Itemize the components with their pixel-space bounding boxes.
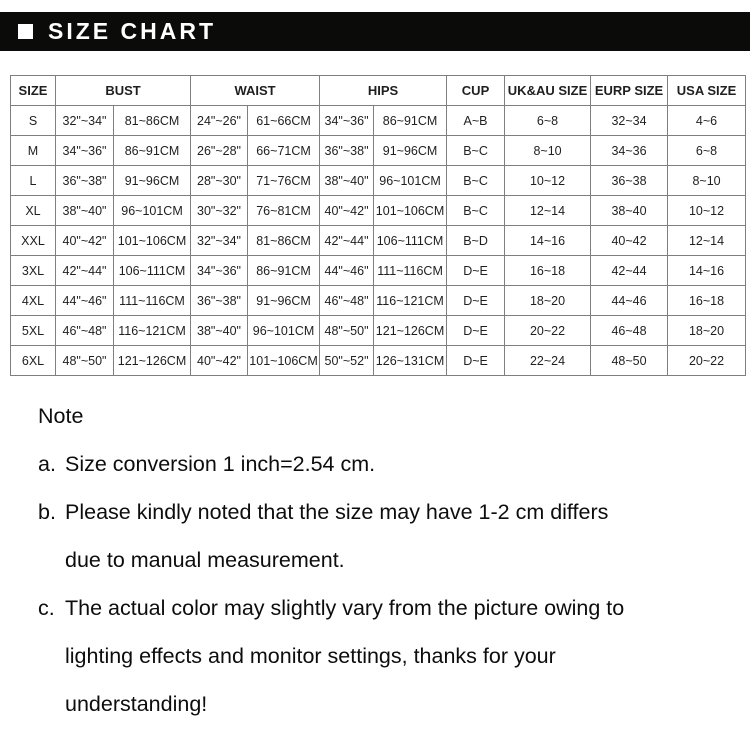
value-cell: 44"~46" [320,256,374,286]
value-cell: D~E [447,346,505,376]
value-cell: 96~101CM [374,166,447,196]
value-cell: 14~16 [505,226,591,256]
value-cell: 106~111CM [374,226,447,256]
value-cell: 32"~34" [191,226,248,256]
value-cell: 44"~46" [56,286,114,316]
value-cell: 91~96CM [114,166,191,196]
value-cell: 61~66CM [248,106,320,136]
value-cell: 46"~48" [56,316,114,346]
column-header-ukau-size: UK&AU SIZE [505,76,591,106]
value-cell: 10~12 [668,196,746,226]
table-row [11,286,746,316]
value-cell: 96~101CM [114,196,191,226]
value-cell: 30"~32" [191,196,248,226]
value-cell: 42"~44" [320,226,374,256]
value-cell: 32"~34" [56,106,114,136]
value-cell: 126~131CM [374,346,447,376]
size-cell: XL [11,196,56,226]
value-cell: B~C [447,136,505,166]
value-cell: 36"~38" [56,166,114,196]
value-cell: 44~46 [591,286,668,316]
value-cell: 34"~36" [320,106,374,136]
value-cell: 42"~44" [56,256,114,286]
value-cell: 36~38 [591,166,668,196]
value-cell: 6~8 [668,136,746,166]
value-cell: 66~71CM [248,136,320,166]
value-cell: 101~106CM [248,346,320,376]
note-item-b-text-line-1: Please kindly noted that the size may have 1-2 cm differs [65,500,609,524]
value-cell: 116~121CM [114,316,191,346]
size-cell: 5XL [11,316,56,346]
value-cell: 12~14 [505,196,591,226]
value-cell: 10~12 [505,166,591,196]
value-cell: D~E [447,256,505,286]
value-cell: 46"~48" [320,286,374,316]
value-cell: 12~14 [668,226,746,256]
value-cell: 36"~38" [320,136,374,166]
value-cell: B~D [447,226,505,256]
value-cell: 4~6 [668,106,746,136]
note-item-c-text-line-3: understanding! [65,692,208,716]
value-cell: 96~101CM [248,316,320,346]
value-cell: 34"~36" [191,256,248,286]
note-item-b-label: b. [38,500,56,524]
value-cell: 111~116CM [114,286,191,316]
value-cell: 48"~50" [56,346,114,376]
value-cell: 26"~28" [191,136,248,166]
value-cell: 34~36 [591,136,668,166]
page-title: SIZE CHART [48,18,216,44]
value-cell: 111~116CM [374,256,447,286]
value-cell: D~E [447,286,505,316]
value-cell: 20~22 [505,316,591,346]
value-cell: 36"~38" [191,286,248,316]
value-cell: 38"~40" [320,166,374,196]
table-row [11,106,746,136]
value-cell: 48~50 [591,346,668,376]
value-cell: 40"~42" [191,346,248,376]
table-row [11,166,746,196]
value-cell: 18~20 [505,286,591,316]
column-header-cup: CUP [447,76,505,106]
value-cell: 40"~42" [56,226,114,256]
note-item-a-text: Size conversion 1 inch=2.54 cm. [65,452,376,476]
table-row [11,136,746,166]
value-cell: 6~8 [505,106,591,136]
value-cell: B~C [447,196,505,226]
value-cell: 86~91CM [374,106,447,136]
value-cell: 101~106CM [114,226,191,256]
table-row [11,316,746,346]
value-cell: 28"~30" [191,166,248,196]
value-cell: 32~34 [591,106,668,136]
value-cell: 48"~50" [320,316,374,346]
value-cell: 34"~36" [56,136,114,166]
size-chart-banner [0,12,750,51]
value-cell: 20~22 [668,346,746,376]
value-cell: 40~42 [591,226,668,256]
value-cell: 38"~40" [56,196,114,226]
column-header-size: SIZE [11,76,56,106]
note-item-a-label: a. [38,452,56,476]
value-cell: 22~24 [505,346,591,376]
size-cell: 6XL [11,346,56,376]
size-cell: 4XL [11,286,56,316]
note-item-c-text-line-2: lighting effects and monitor settings, thanks for your [65,644,556,668]
column-header-bust: BUST [56,76,191,106]
note-item-c-label: c. [38,596,55,620]
value-cell: B~C [447,166,505,196]
column-header-hips: HIPS [320,76,447,106]
column-header-eurp-size: EURP SIZE [591,76,668,106]
size-cell: L [11,166,56,196]
table-row [11,256,746,286]
value-cell: 46~48 [591,316,668,346]
note-item-b-text-line-2: due to manual measurement. [65,548,345,572]
column-header-usa-size: USA SIZE [668,76,746,106]
value-cell: 81~86CM [248,226,320,256]
note-title: Note [38,404,84,428]
value-cell: 86~91CM [248,256,320,286]
value-cell: 42~44 [591,256,668,286]
note-item-c [38,584,738,728]
note-item-b [38,488,738,584]
value-cell: 91~96CM [374,136,447,166]
size-cell: 3XL [11,256,56,286]
value-cell: 14~16 [668,256,746,286]
note-section [38,392,738,728]
value-cell: 38~40 [591,196,668,226]
value-cell: 8~10 [505,136,591,166]
value-cell: 40"~42" [320,196,374,226]
column-header-waist: WAIST [191,76,320,106]
note-item-a [38,440,738,488]
size-cell: S [11,106,56,136]
value-cell: 121~126CM [114,346,191,376]
value-cell: 116~121CM [374,286,447,316]
value-cell: 101~106CM [374,196,447,226]
value-cell: 76~81CM [248,196,320,226]
table-row [11,226,746,256]
table-header-row [11,76,746,106]
size-chart-table [10,75,746,376]
value-cell: A~B [447,106,505,136]
value-cell: 16~18 [668,286,746,316]
value-cell: 50"~52" [320,346,374,376]
value-cell: 71~76CM [248,166,320,196]
size-table-body [11,106,746,376]
value-cell: 24"~26" [191,106,248,136]
value-cell: 8~10 [668,166,746,196]
note-item-c-text-line-1: The actual color may slightly vary from the picture owing to [65,596,625,620]
value-cell: 18~20 [668,316,746,346]
table-row [11,346,746,376]
square-bullet-icon [18,24,33,39]
table-row [11,196,746,226]
value-cell: 121~126CM [374,316,447,346]
value-cell: 16~18 [505,256,591,286]
size-cell: M [11,136,56,166]
value-cell: 86~91CM [114,136,191,166]
value-cell: 91~96CM [248,286,320,316]
value-cell: 106~111CM [114,256,191,286]
value-cell: 81~86CM [114,106,191,136]
value-cell: D~E [447,316,505,346]
value-cell: 38"~40" [191,316,248,346]
size-cell: XXL [11,226,56,256]
